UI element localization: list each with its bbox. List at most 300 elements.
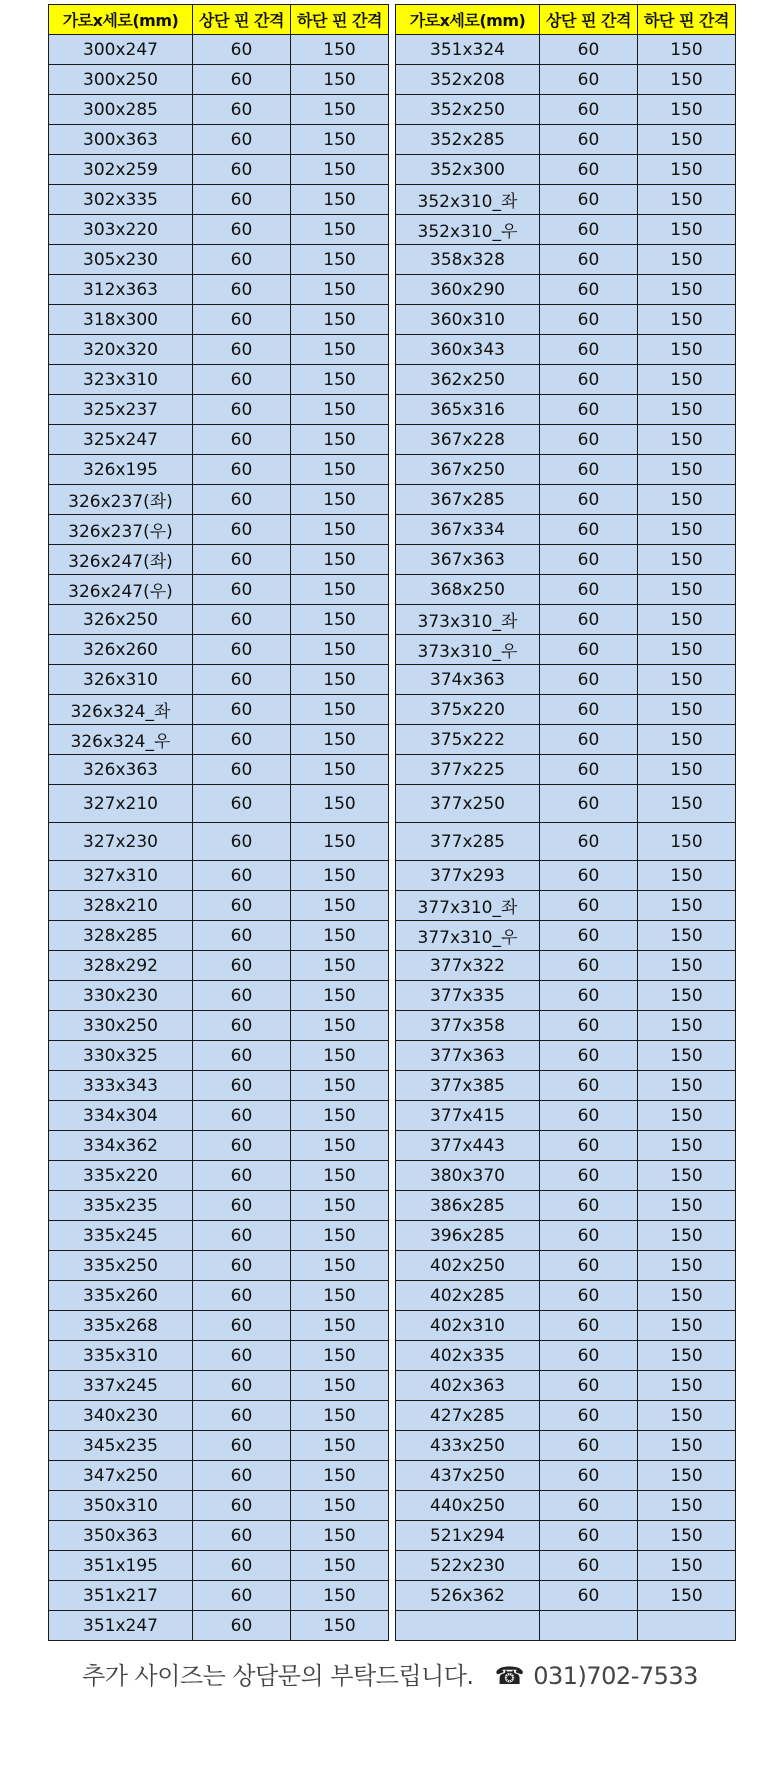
bottom-pin-gap-cell: 150: [291, 981, 389, 1011]
table-row: [49, 951, 389, 981]
size-cell: 377x310_우: [396, 921, 540, 951]
table-row: [396, 695, 736, 725]
size-cell: 351x217: [49, 1581, 193, 1611]
bottom-pin-gap-cell: 150: [291, 1581, 389, 1611]
size-cell: 325x237: [49, 395, 193, 425]
table-row: [49, 725, 389, 755]
bottom-pin-gap-cell: 150: [638, 725, 736, 755]
table-row: [49, 155, 389, 185]
table-row: [49, 1461, 389, 1491]
bottom-pin-gap-cell: 150: [638, 921, 736, 951]
top-pin-gap-cell: 60: [193, 1551, 291, 1581]
top-pin-gap-cell: 60: [193, 861, 291, 891]
bottom-pin-gap-cell: 150: [291, 1071, 389, 1101]
bottom-pin-gap-cell: 150: [638, 635, 736, 665]
bottom-pin-gap-cell: 150: [638, 1191, 736, 1221]
size-cell: 386x285: [396, 1191, 540, 1221]
size-cell: 377x443: [396, 1131, 540, 1161]
top-pin-gap-cell: 60: [193, 1281, 291, 1311]
top-pin-gap-cell: 60: [540, 951, 638, 981]
size-cell: 303x220: [49, 215, 193, 245]
size-cell: 352x250: [396, 95, 540, 125]
size-cell: 402x363: [396, 1371, 540, 1401]
table-row: [396, 1461, 736, 1491]
top-pin-gap-cell: 60: [193, 665, 291, 695]
table-row: [396, 245, 736, 275]
top-pin-gap-cell: 60: [193, 1011, 291, 1041]
top-pin-gap-cell: 60: [193, 35, 291, 65]
bottom-pin-gap-cell: 150: [638, 1581, 736, 1611]
table-row: [396, 1131, 736, 1161]
size-cell: 368x250: [396, 575, 540, 605]
size-cell: 402x285: [396, 1281, 540, 1311]
top-pin-gap-cell: 60: [193, 1431, 291, 1461]
bottom-pin-gap-cell: 150: [291, 215, 389, 245]
top-pin-gap-cell: 60: [540, 395, 638, 425]
size-cell: 440x250: [396, 1491, 540, 1521]
top-pin-gap-cell: 60: [193, 1071, 291, 1101]
footer-text: 추가 사이즈는 상담문의 부탁드립니다.: [82, 1662, 474, 1690]
top-pin-gap-cell: 60: [193, 515, 291, 545]
size-cell: 330x250: [49, 1011, 193, 1041]
size-cell: 335x268: [49, 1311, 193, 1341]
table-row: [49, 785, 389, 823]
bottom-pin-gap-cell: 150: [291, 1011, 389, 1041]
size-cell: 320x320: [49, 335, 193, 365]
header-size: 가로x세로(mm): [396, 5, 540, 35]
top-pin-gap-cell: 60: [193, 1341, 291, 1371]
top-pin-gap-cell: 60: [193, 1131, 291, 1161]
size-cell: [396, 1611, 540, 1641]
size-cell: 380x370: [396, 1161, 540, 1191]
bottom-pin-gap-cell: 150: [638, 1131, 736, 1161]
size-cell: 374x363: [396, 665, 540, 695]
top-pin-gap-cell: 60: [193, 425, 291, 455]
bottom-pin-gap-cell: 150: [638, 861, 736, 891]
size-cell: 312x363: [49, 275, 193, 305]
bottom-pin-gap-cell: 150: [638, 545, 736, 575]
size-cell: 323x310: [49, 365, 193, 395]
table-row: [396, 425, 736, 455]
top-pin-gap-cell: 60: [193, 485, 291, 515]
size-cell: 367x334: [396, 515, 540, 545]
size-cell: 526x362: [396, 1581, 540, 1611]
size-cell: 335x260: [49, 1281, 193, 1311]
size-cell: 367x285: [396, 485, 540, 515]
size-cell: 521x294: [396, 1521, 540, 1551]
top-pin-gap-cell: 60: [540, 305, 638, 335]
size-cell: 360x290: [396, 275, 540, 305]
size-cell: 340x230: [49, 1401, 193, 1431]
bottom-pin-gap-cell: 150: [291, 1461, 389, 1491]
size-cell: 335x245: [49, 1221, 193, 1251]
bottom-pin-gap-cell: 150: [291, 1491, 389, 1521]
top-pin-gap-cell: 60: [540, 1161, 638, 1191]
table-row: [396, 605, 736, 635]
top-pin-gap-cell: 60: [540, 185, 638, 215]
bottom-pin-gap-cell: 150: [638, 275, 736, 305]
table-row: [396, 755, 736, 785]
table-row: [396, 515, 736, 545]
top-pin-gap-cell: 60: [540, 1311, 638, 1341]
bottom-pin-gap-cell: 150: [638, 455, 736, 485]
bottom-pin-gap-cell: 150: [291, 545, 389, 575]
size-cell: 377x310_좌: [396, 891, 540, 921]
table-row: [396, 545, 736, 575]
size-cell: 377x385: [396, 1071, 540, 1101]
size-cell: 330x325: [49, 1041, 193, 1071]
top-pin-gap-cell: 60: [193, 1191, 291, 1221]
table-row: [396, 275, 736, 305]
size-cell: 300x363: [49, 125, 193, 155]
table-row: [49, 455, 389, 485]
top-pin-gap-cell: 60: [540, 891, 638, 921]
top-pin-gap-cell: 60: [193, 1401, 291, 1431]
bottom-pin-gap-cell: 150: [638, 215, 736, 245]
bottom-pin-gap-cell: 150: [291, 861, 389, 891]
top-pin-gap-cell: 60: [540, 635, 638, 665]
size-cell: 352x300: [396, 155, 540, 185]
top-pin-gap-cell: 60: [540, 1221, 638, 1251]
bottom-pin-gap-cell: 150: [638, 1431, 736, 1461]
header-bottom-pin-gap: 하단 핀 간격: [291, 5, 389, 35]
table-row: [396, 365, 736, 395]
top-pin-gap-cell: 60: [193, 1581, 291, 1611]
size-cell: 367x363: [396, 545, 540, 575]
top-pin-gap-cell: 60: [540, 485, 638, 515]
header-top-pin-gap: 상단 핀 간격: [540, 5, 638, 35]
table-row: [49, 275, 389, 305]
bottom-pin-gap-cell: 150: [638, 575, 736, 605]
bottom-pin-gap-cell: 150: [638, 1221, 736, 1251]
top-pin-gap-cell: 60: [540, 35, 638, 65]
bottom-pin-gap-cell: [638, 1611, 736, 1641]
table-row: [396, 1011, 736, 1041]
top-pin-gap-cell: 60: [193, 635, 291, 665]
bottom-pin-gap-cell: 150: [638, 155, 736, 185]
bottom-pin-gap-cell: 150: [638, 1341, 736, 1371]
size-cell: 373x310_좌: [396, 605, 540, 635]
table-row: [49, 125, 389, 155]
bottom-pin-gap-cell: 150: [291, 755, 389, 785]
bottom-pin-gap-cell: 150: [291, 725, 389, 755]
table-row: [396, 1041, 736, 1071]
table-row: [396, 1101, 736, 1131]
top-pin-gap-cell: 60: [540, 335, 638, 365]
top-pin-gap-cell: 60: [540, 455, 638, 485]
header-top-pin-gap: 상단 핀 간격: [193, 5, 291, 35]
header-bottom-pin-gap: 하단 핀 간격: [638, 5, 736, 35]
size-table-right: [395, 4, 736, 1641]
top-pin-gap-cell: 60: [193, 275, 291, 305]
size-cell: 352x310_좌: [396, 185, 540, 215]
table-row: [396, 65, 736, 95]
bottom-pin-gap-cell: 150: [291, 185, 389, 215]
bottom-pin-gap-cell: 150: [638, 35, 736, 65]
size-cell: 350x363: [49, 1521, 193, 1551]
top-pin-gap-cell: 60: [540, 515, 638, 545]
size-cell: 377x322: [396, 951, 540, 981]
table-row: [396, 665, 736, 695]
table-row: [396, 1161, 736, 1191]
bottom-pin-gap-cell: 150: [291, 575, 389, 605]
size-cell: 347x250: [49, 1461, 193, 1491]
table-row: [49, 1401, 389, 1431]
top-pin-gap-cell: 60: [193, 335, 291, 365]
top-pin-gap-cell: 60: [193, 823, 291, 861]
bottom-pin-gap-cell: 150: [291, 921, 389, 951]
table-row: [49, 981, 389, 1011]
size-cell: 352x310_우: [396, 215, 540, 245]
top-pin-gap-cell: 60: [193, 605, 291, 635]
size-cell: 402x250: [396, 1251, 540, 1281]
table-row: [49, 485, 389, 515]
size-cell: 396x285: [396, 1221, 540, 1251]
size-cell: 358x328: [396, 245, 540, 275]
size-cell: 522x230: [396, 1551, 540, 1581]
top-pin-gap-cell: 60: [540, 1041, 638, 1071]
top-pin-gap-cell: 60: [193, 1461, 291, 1491]
size-cell: 327x310: [49, 861, 193, 891]
top-pin-gap-cell: 60: [540, 1281, 638, 1311]
top-pin-gap-cell: 60: [193, 155, 291, 185]
size-cell: 375x222: [396, 725, 540, 755]
size-cell: 360x310: [396, 305, 540, 335]
bottom-pin-gap-cell: 150: [638, 425, 736, 455]
size-cell: 302x259: [49, 155, 193, 185]
top-pin-gap-cell: 60: [540, 1131, 638, 1161]
top-pin-gap-cell: 60: [193, 215, 291, 245]
top-pin-gap-cell: 60: [193, 1371, 291, 1401]
top-pin-gap-cell: 60: [540, 1581, 638, 1611]
table-row: [49, 35, 389, 65]
top-pin-gap-cell: 60: [540, 823, 638, 861]
top-pin-gap-cell: 60: [540, 95, 638, 125]
top-pin-gap-cell: 60: [193, 755, 291, 785]
table-row: [49, 861, 389, 891]
top-pin-gap-cell: 60: [193, 395, 291, 425]
top-pin-gap-cell: 60: [540, 981, 638, 1011]
size-cell: 335x235: [49, 1191, 193, 1221]
table-row: [49, 1101, 389, 1131]
size-cell: 300x250: [49, 65, 193, 95]
table-row: [49, 1071, 389, 1101]
bottom-pin-gap-cell: 150: [291, 1431, 389, 1461]
top-pin-gap-cell: 60: [193, 1491, 291, 1521]
bottom-pin-gap-cell: 150: [291, 365, 389, 395]
header-row: [49, 5, 389, 35]
top-pin-gap-cell: 60: [540, 1401, 638, 1431]
top-pin-gap-cell: 60: [193, 1101, 291, 1131]
size-cell: 365x316: [396, 395, 540, 425]
table-row: [49, 65, 389, 95]
size-cell: 326x260: [49, 635, 193, 665]
top-pin-gap-cell: 60: [540, 1551, 638, 1581]
top-pin-gap-cell: 60: [193, 125, 291, 155]
top-pin-gap-cell: 60: [193, 545, 291, 575]
table-row: [396, 1371, 736, 1401]
top-pin-gap-cell: 60: [193, 921, 291, 951]
table-row: [49, 1431, 389, 1461]
table-row: [396, 891, 736, 921]
top-pin-gap-cell: 60: [193, 455, 291, 485]
bottom-pin-gap-cell: 150: [291, 1611, 389, 1641]
table-row: [49, 395, 389, 425]
bottom-pin-gap-cell: 150: [291, 635, 389, 665]
table-row: [396, 1521, 736, 1551]
top-pin-gap-cell: 60: [193, 305, 291, 335]
top-pin-gap-cell: 60: [193, 1251, 291, 1281]
bottom-pin-gap-cell: 150: [638, 891, 736, 921]
bottom-pin-gap-cell: 150: [291, 1041, 389, 1071]
size-cell: 302x335: [49, 185, 193, 215]
size-cell: 326x250: [49, 605, 193, 635]
bottom-pin-gap-cell: 150: [291, 245, 389, 275]
table-row: [49, 605, 389, 635]
top-pin-gap-cell: 60: [540, 545, 638, 575]
bottom-pin-gap-cell: 150: [638, 305, 736, 335]
table-row: [49, 1161, 389, 1191]
bottom-pin-gap-cell: 150: [638, 65, 736, 95]
size-cell: 327x230: [49, 823, 193, 861]
table-row: [49, 305, 389, 335]
top-pin-gap-cell: 60: [193, 1041, 291, 1071]
top-pin-gap-cell: 60: [540, 1431, 638, 1461]
bottom-pin-gap-cell: 150: [291, 1191, 389, 1221]
bottom-pin-gap-cell: 150: [638, 125, 736, 155]
top-pin-gap-cell: 60: [193, 785, 291, 823]
size-cell: 328x285: [49, 921, 193, 951]
size-cell: 335x250: [49, 1251, 193, 1281]
top-pin-gap-cell: 60: [540, 665, 638, 695]
table-row: [49, 755, 389, 785]
size-cell: 433x250: [396, 1431, 540, 1461]
size-cell: 362x250: [396, 365, 540, 395]
bottom-pin-gap-cell: 150: [638, 1491, 736, 1521]
bottom-pin-gap-cell: 150: [638, 695, 736, 725]
table-row: [396, 921, 736, 951]
table-row: [396, 1221, 736, 1251]
table-row: [49, 1311, 389, 1341]
top-pin-gap-cell: 60: [540, 1461, 638, 1491]
size-cell: 328x292: [49, 951, 193, 981]
bottom-pin-gap-cell: 150: [291, 1221, 389, 1251]
size-cell: 334x362: [49, 1131, 193, 1161]
top-pin-gap-cell: 60: [540, 1011, 638, 1041]
table-row: [396, 725, 736, 755]
table-row: [49, 695, 389, 725]
table-row: [49, 823, 389, 861]
table-row: [49, 1581, 389, 1611]
bottom-pin-gap-cell: 150: [638, 1041, 736, 1071]
table-row: [49, 1521, 389, 1551]
size-cell: 333x343: [49, 1071, 193, 1101]
table-row: [396, 1431, 736, 1461]
bottom-pin-gap-cell: 150: [638, 1311, 736, 1341]
top-pin-gap-cell: 60: [193, 951, 291, 981]
table-row: [396, 305, 736, 335]
bottom-pin-gap-cell: 150: [638, 1101, 736, 1131]
top-pin-gap-cell: 60: [540, 1491, 638, 1521]
top-pin-gap-cell: 60: [540, 1341, 638, 1371]
table-row: [49, 1551, 389, 1581]
table-row: [396, 861, 736, 891]
table-row: [396, 1251, 736, 1281]
size-cell: 328x210: [49, 891, 193, 921]
table-row: [49, 1491, 389, 1521]
table-row: [49, 1341, 389, 1371]
table-row: [396, 125, 736, 155]
size-cell: 351x247: [49, 1611, 193, 1641]
table-row: [49, 1041, 389, 1071]
bottom-pin-gap-cell: 150: [291, 695, 389, 725]
bottom-pin-gap-cell: 150: [291, 155, 389, 185]
bottom-pin-gap-cell: 150: [638, 823, 736, 861]
size-cell: 334x304: [49, 1101, 193, 1131]
header-size: 가로x세로(mm): [49, 5, 193, 35]
size-cell: 326x310: [49, 665, 193, 695]
top-pin-gap-cell: 60: [193, 1311, 291, 1341]
table-row: [396, 1611, 736, 1641]
bottom-pin-gap-cell: 150: [291, 1101, 389, 1131]
bottom-pin-gap-cell: 150: [291, 1311, 389, 1341]
bottom-pin-gap-cell: 150: [638, 1281, 736, 1311]
top-pin-gap-cell: 60: [193, 185, 291, 215]
table-row: [396, 95, 736, 125]
size-cell: 437x250: [396, 1461, 540, 1491]
table-row: [396, 1281, 736, 1311]
size-cell: 377x415: [396, 1101, 540, 1131]
top-pin-gap-cell: 60: [540, 755, 638, 785]
table-row: [49, 1251, 389, 1281]
size-cell: 377x363: [396, 1041, 540, 1071]
top-pin-gap-cell: 60: [193, 365, 291, 395]
top-pin-gap-cell: 60: [193, 1521, 291, 1551]
size-cell: 326x324_좌: [49, 695, 193, 725]
bottom-pin-gap-cell: 150: [291, 65, 389, 95]
size-cell: 326x237(좌): [49, 485, 193, 515]
bottom-pin-gap-cell: 150: [638, 1521, 736, 1551]
size-cell: 335x310: [49, 1341, 193, 1371]
top-pin-gap-cell: 60: [540, 425, 638, 455]
bottom-pin-gap-cell: 150: [291, 425, 389, 455]
size-cell: 337x245: [49, 1371, 193, 1401]
size-cell: 326x195: [49, 455, 193, 485]
footer-note: [0, 1656, 780, 1691]
size-cell: 300x285: [49, 95, 193, 125]
table-row: [49, 215, 389, 245]
bottom-pin-gap-cell: 150: [291, 305, 389, 335]
bottom-pin-gap-cell: 150: [291, 335, 389, 365]
bottom-pin-gap-cell: 150: [638, 981, 736, 1011]
table-row: [396, 395, 736, 425]
size-cell: 352x208: [396, 65, 540, 95]
size-cell: 402x310: [396, 1311, 540, 1341]
top-pin-gap-cell: 60: [540, 65, 638, 95]
size-cell: 375x220: [396, 695, 540, 725]
size-cell: 367x228: [396, 425, 540, 455]
table-row: [49, 545, 389, 575]
size-cell: 326x247(우): [49, 575, 193, 605]
size-cell: 367x250: [396, 455, 540, 485]
bottom-pin-gap-cell: 150: [291, 1401, 389, 1431]
bottom-pin-gap-cell: 150: [291, 1251, 389, 1281]
top-pin-gap-cell: 60: [540, 1371, 638, 1401]
table-row: [49, 365, 389, 395]
bottom-pin-gap-cell: 150: [291, 1161, 389, 1191]
bottom-pin-gap-cell: 150: [638, 365, 736, 395]
table-row: [49, 95, 389, 125]
